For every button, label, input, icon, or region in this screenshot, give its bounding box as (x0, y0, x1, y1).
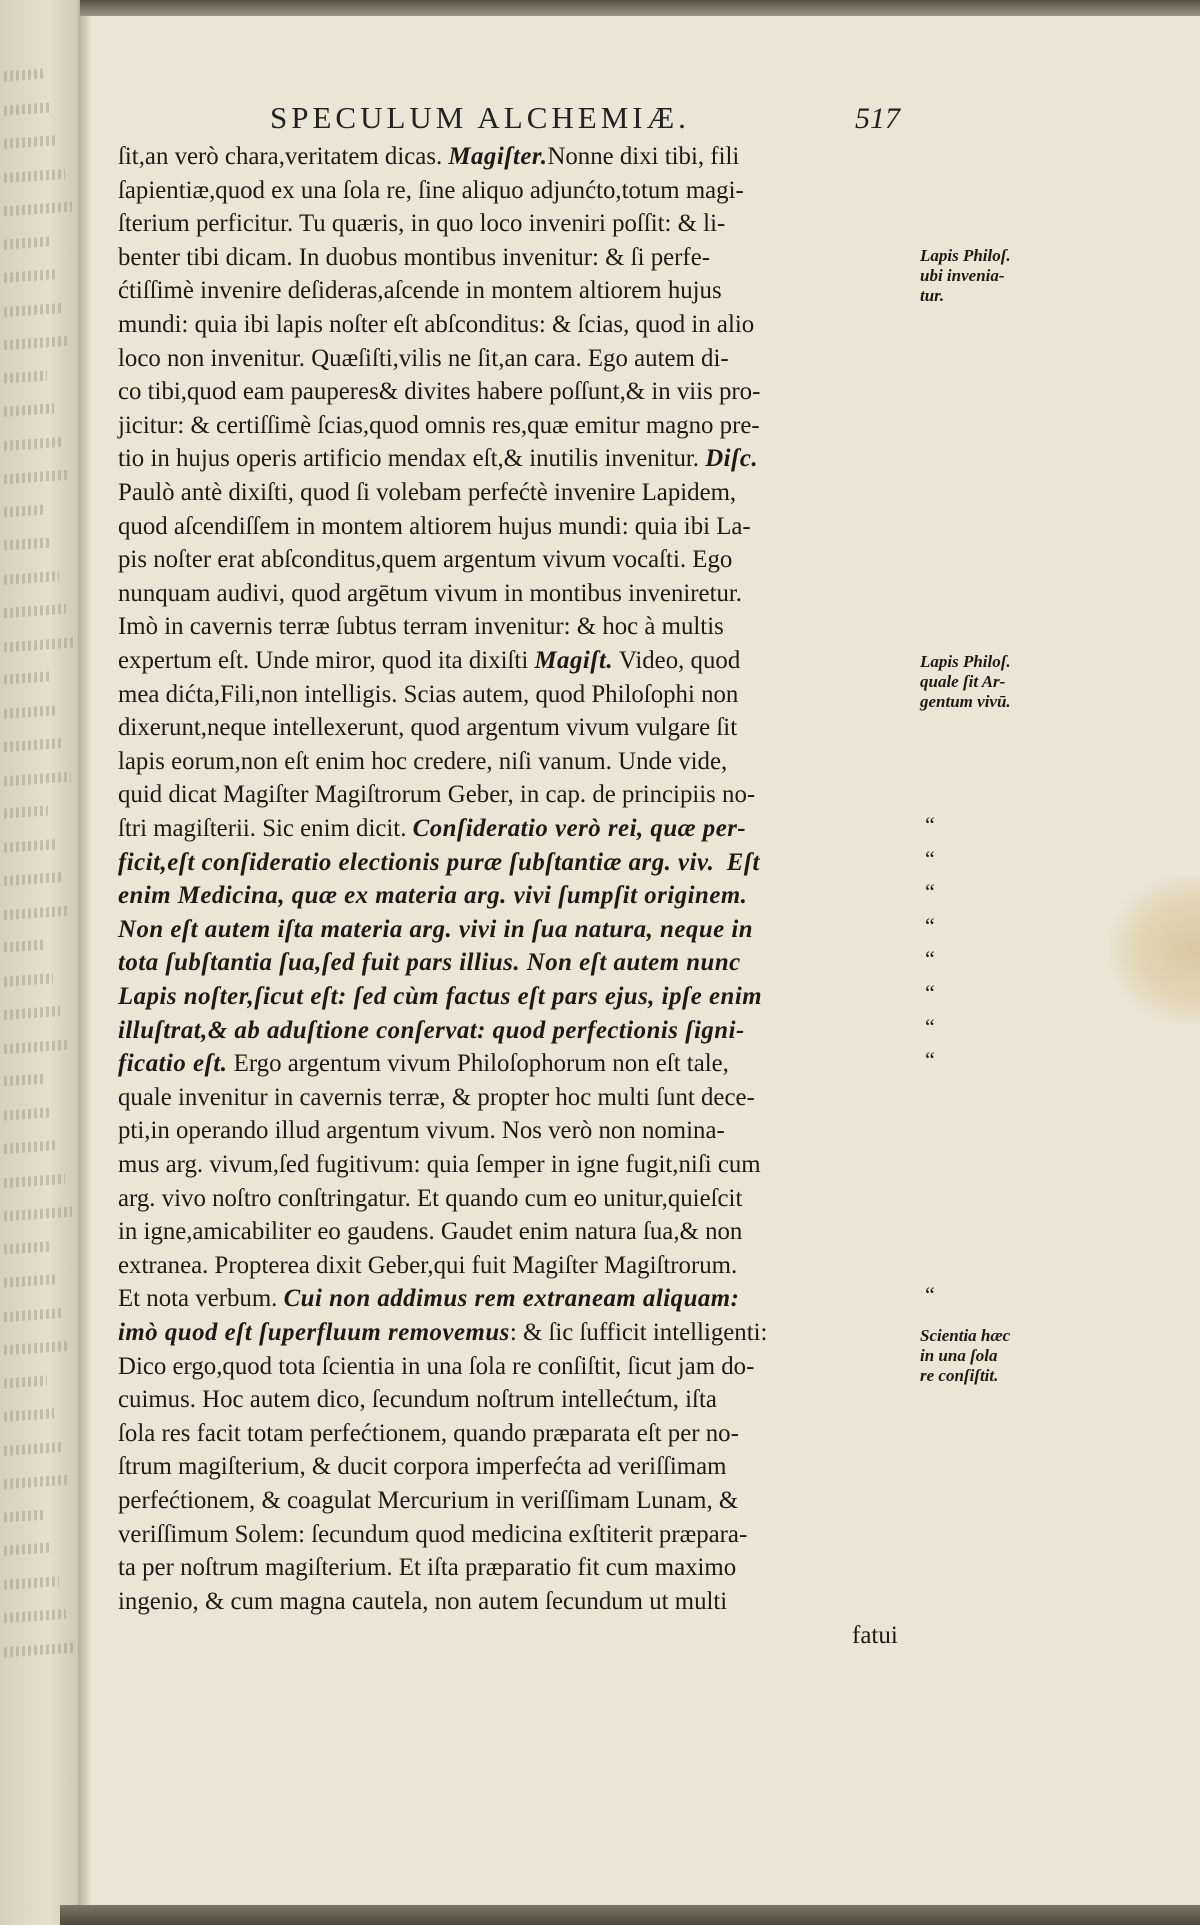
facing-page-edge (0, 0, 80, 1925)
text-line (118, 1419, 913, 1449)
italic-span: tota ſubſtantia ſua,ſed fuit pars illius. Non eſt autem nunc (118, 949, 741, 977)
ghost-text-line (4, 1375, 47, 1388)
text-span: mundi: quia ibi lapis noſter eſt abſconditus: & ſcias, quod in alio (118, 311, 755, 338)
italic-span: Magiſter. (448, 143, 548, 170)
italic-span: illuſtrat,& ab aduſtione conſervat: quod perfectionis ſigni- (118, 1016, 745, 1044)
text-line (118, 848, 913, 878)
text-line (118, 512, 913, 542)
text-span: expertum eſt. Unde miror, quod ita dixiſti (118, 647, 535, 674)
text-line (118, 243, 913, 273)
ghost-text-line (4, 537, 52, 550)
text-span: ſterium perficitur. Tu quæris, in quo loco inveniri poſſit: & li- (118, 210, 726, 238)
text-span: ſtri magiſterii. Sic enim dicit. (118, 815, 413, 842)
gutter-shadow (78, 0, 92, 1925)
italic-span: imò quod eſt ſuperfluum removemus (118, 1319, 510, 1346)
ghost-text-line (4, 504, 45, 517)
marginal-gloss-1: Lapis Philoſ. ubi invenia- tur. (920, 246, 1011, 305)
text-line (118, 982, 913, 1012)
italic-span: ficatio eſt. (118, 1050, 228, 1078)
ghost-text-line (4, 1307, 63, 1321)
text-line (118, 276, 913, 306)
ghost-text-line (4, 1207, 72, 1222)
text-span: ingenio, & cum magna cautela, non autem ſecundum ut multi (118, 1587, 728, 1615)
text-span: ta per noſtrum magiſterium. Et iſta præparatio fit cum maximo (118, 1554, 737, 1582)
text-span: arg. vivo noſtro conſtringatur. Et quando cum eo unitur,quieſcit (118, 1184, 743, 1212)
text-span: nunquam audivi, quod argētum vivum in montibus inveniretur. (118, 579, 743, 607)
ghost-text-line (4, 1442, 61, 1456)
text-span: extranea. Propterea dixit Geber,qui fuit Magiſter Magiſtrorum. (118, 1251, 738, 1279)
ghost-text-line (4, 168, 65, 182)
text-line (118, 1116, 913, 1146)
page-number: 517 (855, 102, 900, 135)
text-line (118, 1452, 913, 1482)
quote-mark: “ (925, 980, 935, 1005)
text-span: perfećtionem, & coagulat Mercurium in veriſſimam Lunam, & (118, 1487, 739, 1514)
ghost-text-line (4, 872, 62, 886)
text-line (118, 713, 913, 743)
text-line (118, 780, 913, 810)
ghost-text-line (4, 1509, 45, 1522)
text-line (118, 209, 913, 239)
text-span: ſtrum magiſterium, & ducit corpora imperfećta ad veriſſimam (118, 1453, 727, 1481)
ghost-text-line (4, 1107, 51, 1120)
ghost-text-line (4, 202, 72, 217)
ghost-text-line (4, 370, 47, 383)
text-span: mus arg. vivum,ſed fugitivum: quia ſemper in igne fugit,niſi cum (118, 1151, 761, 1178)
italic-span: Eſt (726, 848, 760, 876)
quote-mark: “ (925, 946, 935, 972)
ghost-text-line (4, 1006, 60, 1020)
ghost-text-line (4, 671, 50, 684)
ghost-text-line (4, 1341, 70, 1356)
ghost-text-line (4, 135, 58, 149)
ghost-text-line (4, 1039, 67, 1053)
text-span: veriſſimum Solem: ſecundum quod medicina exſtiterit præpara- (118, 1520, 748, 1548)
text-span: tio in hujus operis artificio mendax eſt,& inutilis invenitur. (118, 445, 706, 473)
text-span: Ergo argentum vivum Philoſophorum non eſt tale, (227, 1050, 729, 1078)
text-span: pti,in operando illud argentum vivum. Nos verò non nomina- (118, 1117, 725, 1145)
quote-mark: “ (925, 845, 935, 871)
text-line (118, 310, 913, 340)
text-span (714, 849, 726, 876)
ghost-text-line (4, 905, 69, 920)
ghost-text-line (4, 1576, 59, 1590)
ghost-text-line (4, 336, 70, 351)
text-line (118, 1553, 913, 1583)
text-line (118, 1352, 913, 1382)
text-line (118, 1587, 913, 1617)
ghost-text-line (4, 69, 44, 82)
text-span: quod aſcendiſſem in montem altiorem hujus mundi: quia ibi La- (118, 512, 751, 540)
text-span: Nonne dixi tibi, fili (547, 143, 740, 170)
text-span: : & ſic ſufficit intelligenti: (509, 1319, 768, 1346)
ghost-text-line (4, 1609, 66, 1623)
text-line (118, 646, 913, 676)
text-line (118, 948, 913, 978)
text-span: ſit,an verò chara,veritatem dicas. (118, 143, 449, 170)
text-line (118, 612, 913, 642)
italic-span: Conſideratio verò rei, quæ per- (412, 815, 747, 842)
running-head: SPECULUM ALCHEMIÆ. (270, 100, 690, 135)
text-span: loco non invenitur. Quæſiſti,vilis ne ſit,an cara. Ego autem di- (118, 344, 729, 372)
ghost-text-line (4, 470, 68, 484)
text-span: jicitur: & certiſſimè ſcias,quod omnis res,quæ emitur magno pre- (118, 411, 760, 439)
ghost-text-line (4, 738, 64, 752)
quote-mark: “ (925, 879, 935, 905)
italic-span: Cui non addimus rem extraneam aliquam: (283, 1285, 740, 1313)
italic-span: ficit,eſt conſideratio electionis puræ ſubſtantiæ arg. viv. (118, 848, 715, 876)
ghost-text-line (4, 269, 56, 283)
ghost-text-line (4, 102, 51, 115)
ghost-text-line (4, 805, 48, 818)
italic-span: Diſc. (705, 445, 759, 473)
ghost-text-line (4, 236, 49, 249)
ghost-text-line (4, 1274, 56, 1288)
text-span: Imò in cavernis terræ ſubtus terram invenitur: & hoc à multis (118, 613, 724, 641)
ghost-text-line (4, 771, 71, 786)
ghost-text-line (4, 302, 63, 316)
ghost-text-line (4, 940, 46, 953)
text-line (118, 747, 913, 777)
text-line (118, 1184, 913, 1214)
ghost-text-line (4, 1475, 68, 1489)
marginal-gloss-3: Scientia hæc in una ſola re conſiſtit. (920, 1326, 1011, 1385)
ghost-text-line (4, 705, 57, 719)
quote-mark: “ (925, 1013, 935, 1039)
text-line (118, 881, 913, 911)
quote-mark: “ (925, 912, 935, 938)
italic-span: enim Medicina, quæ ex materia arg. vivi ſumpſit originem. (118, 882, 748, 910)
text-line (118, 915, 913, 945)
text-line (118, 579, 913, 609)
text-span: co tibi,quod eam pauperes& divites habere poſſunt,& in viis pro- (118, 378, 761, 406)
text-line (118, 478, 913, 508)
text-span: mea dićta,Fili,non intelligis. Scias autem, quod Philoſophi non (118, 680, 739, 708)
text-line (118, 1385, 913, 1415)
text-span: Paulò antè dixiſti, quod ſi volebam perfećtè invenire Lapidem, (118, 479, 737, 506)
text-line (118, 411, 913, 441)
ghost-text-line (4, 637, 73, 652)
catchword: fatui (852, 1622, 898, 1649)
text-span: Et nota verbum. (118, 1285, 284, 1313)
text-span: dixerunt,neque intellexerunt, quod argentum vivum vulgare ſit (118, 714, 738, 742)
text-span: quale invenitur in cavernis terræ, & propter hoc multi ſunt dece- (118, 1083, 755, 1111)
ghost-text-line (4, 1241, 49, 1254)
italic-span: Magiſt. (534, 647, 614, 674)
text-line (118, 1318, 913, 1348)
ghost-text-line (4, 839, 55, 853)
text-line (118, 344, 913, 374)
text-span: in igne,amicabiliter eo gaudens. Gaudet enim natura ſua,& non (118, 1218, 743, 1246)
text-line (118, 545, 913, 575)
ghost-text-line (4, 1140, 58, 1154)
ghost-text-line (4, 604, 66, 618)
text-span: quid dicat Magiſter Magiſtrorum Geber, in cap. de principiis no- (118, 781, 756, 809)
text-line (118, 1486, 913, 1516)
text-line (118, 1520, 913, 1550)
text-line (118, 142, 913, 172)
marginal-gloss-2: Lapis Philoſ. quale ſit Ar- gentum vivū. (920, 652, 1011, 711)
italic-span: Non eſt autem iſta materia arg. vivi in ſua natura, neque in (118, 915, 754, 943)
text-line (118, 444, 913, 474)
text-line (118, 1083, 913, 1113)
text-span: cuimus. Hoc autem dico, ſecundum noſtrum intellećtum, iſta (118, 1386, 717, 1414)
text-span: lapis eorum,non eſt enim hoc credere, niſi vanum. Unde vide, (118, 747, 728, 775)
ghost-text-line (4, 1173, 65, 1187)
text-line (118, 1284, 913, 1314)
text-line (118, 814, 913, 844)
ghost-text-line (4, 1642, 73, 1657)
ghost-text-line (4, 403, 54, 416)
ghost-text-line (4, 1408, 54, 1421)
text-span: ćtiſſimè invenire deſideras,aſcende in montem altiorem hujus (118, 277, 722, 305)
text-line (118, 1217, 913, 1247)
ghost-text-line (4, 973, 53, 986)
brush-artifact (1110, 875, 1200, 1025)
text-span: ſola res facit totam perfećtionem, quando præparata eſt per no- (118, 1419, 739, 1447)
text-line (118, 1251, 913, 1281)
bottom-edge (60, 1905, 1200, 1925)
text-line (118, 1150, 913, 1180)
ghost-text-line (4, 437, 61, 451)
ghost-text-line (4, 571, 59, 585)
italic-span: Lapis noſter,ſicut eſt: ſed cùm factus eſt pars ejus, ipſe enim (118, 983, 763, 1010)
ghost-text-line (4, 1542, 52, 1555)
quote-mark: “ (925, 812, 935, 837)
quote-mark: “ (925, 1047, 935, 1073)
text-span: Video, quod (613, 647, 741, 674)
ghost-text-line (4, 1074, 44, 1087)
quote-mark: “ (925, 1282, 935, 1308)
text-line (118, 176, 913, 206)
text-span: pis noſter erat abſconditus,quem argentum vivum vocaſti. Ego (118, 546, 733, 574)
text-line (118, 1016, 913, 1046)
text-line (118, 680, 913, 710)
text-span: Dico ergo,quod tota ſcientia in una ſola re conſiſtit, ſicut jam do- (118, 1352, 755, 1380)
text-span: ſapientiæ,quod ex una ſola re, ſine aliquo adjunćto,totum magi- (118, 176, 744, 204)
text-line (118, 377, 913, 407)
text-span: benter tibi dicam. In duobus montibus invenitur: & ſi perfe- (118, 243, 710, 271)
top-edge (80, 0, 1200, 16)
text-line (118, 1049, 913, 1079)
